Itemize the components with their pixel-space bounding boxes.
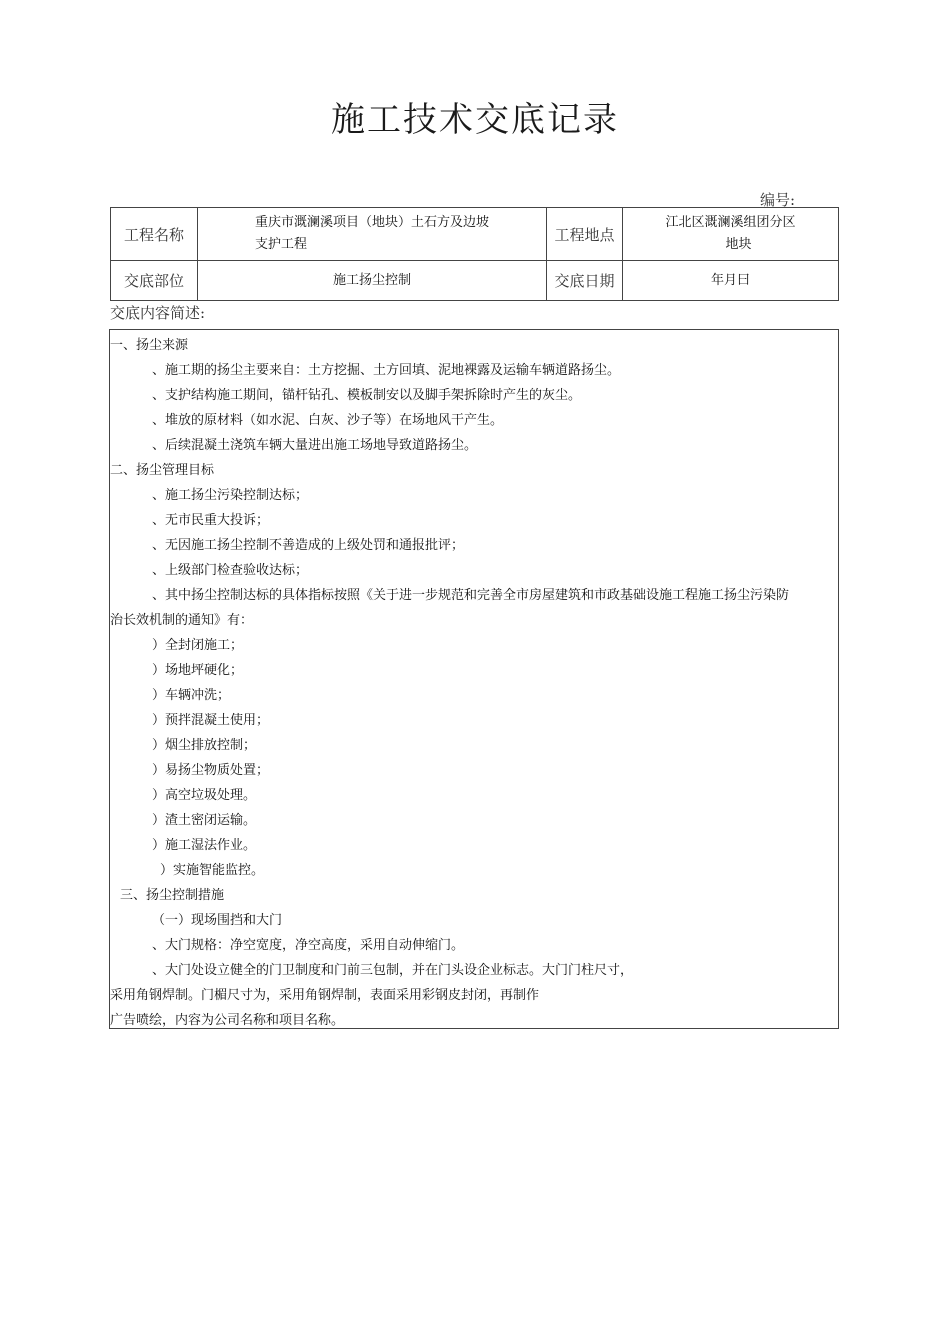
project-name-line2: 支护工程 <box>254 237 307 252</box>
project-name-label: 工程名称 <box>111 208 198 261</box>
list-item: ）高空垃圾处理。 <box>152 788 257 803</box>
location-label: 工程地点 <box>547 208 623 261</box>
doc-number-label: 编号: <box>760 191 796 209</box>
date-value: 年月曰 <box>623 261 839 301</box>
list-item: 、上级部门检查验收达标； <box>152 563 309 578</box>
list-item: ）全封闭施工； <box>152 638 244 653</box>
subsection-heading: （一）现场围挡和大门 <box>152 913 283 928</box>
section-heading: 二、扬尘管理目标 <box>110 463 215 478</box>
list-item: 、无市民重大投诉； <box>152 513 270 528</box>
page-title: 施工技术交底记录 <box>331 100 619 140</box>
list-item: 、后续混凝土浇筑车辆大量进出施工场地导致道路扬尘。 <box>152 438 478 453</box>
list-item: 、大门规格：净空宽度，净空高度，采用自动伸缩门。 <box>152 938 465 953</box>
content-box <box>109 329 839 1029</box>
list-item: 、施工期的扬尘主要来自：土方挖掘、土方回填、泥地裸露及运输车辆道路扬尘。 <box>152 363 621 378</box>
list-item: 、无因施工扬尘控制不善造成的上级处罚和通报批评； <box>152 538 465 553</box>
list-item-continuation: 采用角钢焊制。门楣尺寸为，采用角钢焊制，表面采用彩钢皮封闭，再制作 <box>110 988 540 1003</box>
list-item: ）场地坪硬化； <box>152 663 244 678</box>
section-heading: 一、扬尘来源 <box>110 338 189 353</box>
list-item: ）易扬尘物质处置； <box>152 763 270 778</box>
list-item: 、大门处设立健全的门卫制度和门前三包制，并在门头设企业标志。大门门柱尺寸， <box>152 963 634 978</box>
list-item: 、支护结构施工期间，锚杆钻孔、模板制安以及脚手架拆除时产生的灰尘。 <box>152 388 582 403</box>
section-heading: 三、扬尘控制措施 <box>120 888 225 903</box>
list-item: 、施工扬尘污染控制达标； <box>152 488 309 503</box>
list-item: ）渣土密闭运输。 <box>152 813 257 828</box>
location-line2: 地块 <box>725 237 752 252</box>
list-item: 、其中扬尘控制达标的具体指标按照《关于进一步规范和完善全市房屋建筑和市政基础设施工程施工扬尘污染防 <box>152 588 790 603</box>
summary-label: 交底内容简述: <box>110 304 206 322</box>
list-item: ）预拌混凝土使用； <box>152 713 270 728</box>
part-value: 施工扬尘控制 <box>198 261 547 301</box>
location-value <box>623 208 839 261</box>
info-table <box>110 207 839 301</box>
location-line1: 江北区溉澜溪组团分区 <box>665 215 796 230</box>
list-item: ）施工湿法作业。 <box>152 838 257 853</box>
list-item-continuation: 广告喷绘，内容为公司名称和项目名称。 <box>110 1013 345 1028</box>
list-item: ）烟尘排放控制； <box>152 738 257 753</box>
project-name-value <box>198 208 547 261</box>
date-label: 交底日期 <box>547 261 623 301</box>
list-item: ）车辆冲洗； <box>152 688 231 703</box>
list-item-continuation: 治长效机制的通知》有： <box>110 613 254 628</box>
list-item: ）实施智能监控。 <box>160 863 265 878</box>
list-item: 、堆放的原材料（如水泥、白灰、沙子等）在场地风干产生。 <box>152 413 504 428</box>
project-name-line1: 重庆市溉澜溪项目（地块）土石方及边坡 <box>254 215 489 230</box>
part-label: 交底部位 <box>111 261 198 301</box>
